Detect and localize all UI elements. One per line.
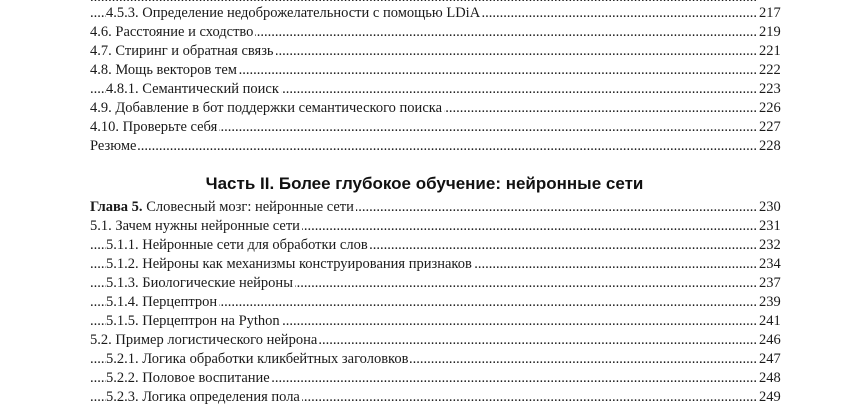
toc-page-number: 217 [758,4,791,23]
toc-entry-title: 4.10. Проверьте себя [90,119,218,135]
toc-page-number: 226 [758,99,791,118]
toc-row [0,369,849,388]
toc-page-number: 222 [758,61,791,80]
toc-entry-title: 5.1. Зачем нужны нейронные сети [90,218,300,234]
toc-page-number: 227 [758,118,791,137]
toc-entry-title: 5.2.3. Логика определения пола [106,389,300,405]
toc-entry-title: 4.7. Стиринг и обратная связь [90,43,274,59]
toc-row [0,99,849,118]
toc-page-number: 232 [758,236,791,255]
part-heading: Часть II. Более глубокое обучение: нейронные сети [205,174,644,193]
toc-entry-title: 5.1.5. Перцептрон на Python [106,313,280,329]
toc-row [0,350,849,369]
toc-entry-title: 5.1.3. Биологические нейроны [106,275,293,291]
toc-page-number: 230 [758,198,791,217]
toc-entry-title: 4.6. Расстояние и сходство [90,24,254,40]
toc-entry-title [90,198,356,217]
chapter-label: Глава 5. [90,199,143,215]
toc-row [0,312,849,331]
toc-page-number: 241 [758,312,791,331]
toc-page-number: 219 [758,23,791,42]
toc-entry-title: 5.2.2. Половое воспитание [106,370,270,386]
toc-row [0,61,849,80]
toc-row [0,331,849,350]
toc-page-number: 237 [758,274,791,293]
toc-leader-dots [90,137,758,156]
toc-page-number: 228 [758,137,791,156]
toc-entry-title: 5.1.2. Нейроны как механизмы конструирования признаков [106,256,472,272]
toc-entry-title: 5.1.1. Нейронные сети для обработки слов [106,237,368,253]
toc-page-number: 246 [758,331,791,350]
toc-row [0,293,849,312]
toc-page-number: 248 [758,369,791,388]
toc-row [0,137,849,156]
toc-row [0,42,849,61]
toc-row [0,118,849,137]
toc-page-number: 249 [758,388,791,407]
toc-row [0,80,849,99]
toc-page-number: 221 [758,42,791,61]
toc-row [0,23,849,42]
toc-row [0,4,849,23]
toc-entry-title: Резюме [90,138,137,154]
toc-page-number: 234 [758,255,791,274]
toc-page-number: 239 [758,293,791,312]
toc-row [0,274,849,293]
toc-row [0,255,849,274]
toc-entry-title: 4.5.3. Определение недоброжелательности с помощью LDiA [106,5,481,21]
toc-row [0,388,849,407]
toc-entry-title: 5.2. Пример логистического нейрона [90,332,318,348]
toc-page-number: 247 [758,350,791,369]
toc-entry-title: 4.9. Добавление в бот поддержки семантического поиска [90,100,443,116]
toc-entry-title: 4.8. Мощь векторов тем [90,62,237,78]
chapter-title: Словесный мозг: нейронные сети [142,199,354,215]
toc-row [0,217,849,236]
toc-row [0,236,849,255]
toc-page-number: 231 [758,217,791,236]
toc-entry-title: 4.8.1. Семантический поиск [106,81,279,97]
toc-page-number: 223 [758,80,791,99]
toc-row-chapter [0,198,849,217]
toc-entry-title: 5.2.1. Логика обработки кликбейтных заголовков [106,351,409,367]
toc-entry-title: 5.1.4. Перцептрон [106,294,218,310]
